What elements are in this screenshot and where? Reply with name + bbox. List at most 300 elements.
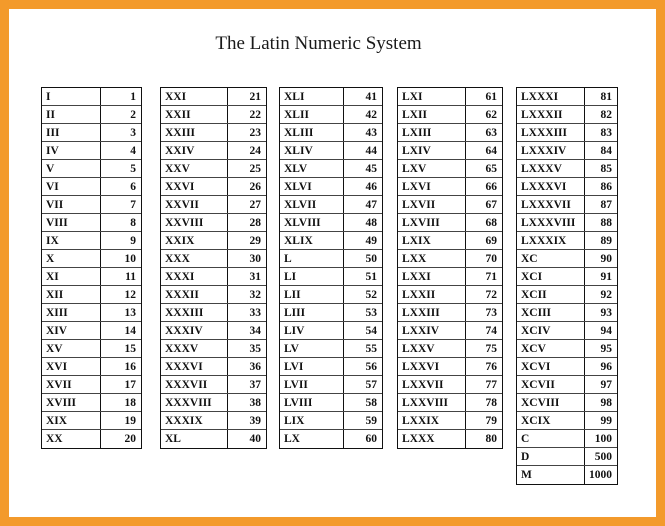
arabic-number-cell: 8 bbox=[130, 216, 136, 229]
arabic-number-cell: 69 bbox=[485, 234, 497, 247]
table-row bbox=[398, 106, 502, 124]
table-row bbox=[161, 160, 266, 178]
roman-numeral-cell: XCVII bbox=[517, 376, 585, 393]
table-row bbox=[280, 250, 382, 268]
roman-numeral-cell: LXI bbox=[398, 88, 466, 105]
table-row bbox=[517, 88, 617, 106]
roman-numeral-cell: XC bbox=[517, 250, 585, 267]
numeral-table-4 bbox=[397, 87, 503, 449]
table-row bbox=[42, 214, 141, 232]
roman-numeral-cell: LXII bbox=[398, 106, 466, 123]
arabic-number-cell: 19 bbox=[124, 414, 136, 427]
table-row bbox=[161, 376, 266, 394]
roman-numeral-cell: XII bbox=[42, 286, 101, 303]
roman-numeral-cell: D bbox=[517, 448, 585, 465]
arabic-number-cell: 97 bbox=[600, 378, 612, 391]
table-row bbox=[517, 196, 617, 214]
table-row bbox=[161, 214, 266, 232]
table-row bbox=[161, 322, 266, 340]
roman-numeral-cell: XXIV bbox=[161, 142, 228, 159]
arabic-number-cell: 66 bbox=[485, 180, 497, 193]
table-row bbox=[517, 160, 617, 178]
table-row bbox=[161, 304, 266, 322]
table-row bbox=[398, 250, 502, 268]
roman-numeral-cell: XXII bbox=[161, 106, 228, 123]
table-row bbox=[161, 178, 266, 196]
table-row bbox=[398, 160, 502, 178]
arabic-number-cell: 75 bbox=[485, 342, 497, 355]
arabic-number-cell: 10 bbox=[124, 252, 136, 265]
roman-numeral-cell: XXVII bbox=[161, 196, 228, 213]
table-row bbox=[42, 412, 141, 430]
arabic-number-cell: 54 bbox=[365, 324, 377, 337]
arabic-number-cell: 59 bbox=[365, 414, 377, 427]
roman-numeral-cell: XCVI bbox=[517, 358, 585, 375]
arabic-number-cell: 51 bbox=[365, 270, 377, 283]
arabic-number-cell: 24 bbox=[249, 144, 261, 157]
table-row bbox=[398, 214, 502, 232]
arabic-number-cell: 85 bbox=[600, 162, 612, 175]
arabic-number-cell: 1000 bbox=[589, 469, 612, 481]
arabic-number-cell: 23 bbox=[249, 126, 261, 139]
arabic-number-cell: 48 bbox=[365, 216, 377, 229]
table-row bbox=[42, 304, 141, 322]
arabic-number-cell: 86 bbox=[600, 180, 612, 193]
arabic-number-cell: 83 bbox=[600, 126, 612, 139]
roman-numeral-cell: C bbox=[517, 430, 585, 447]
arabic-number-cell: 92 bbox=[600, 288, 612, 301]
roman-numeral-cell: LXXX bbox=[398, 430, 466, 448]
arabic-number-cell: 96 bbox=[600, 360, 612, 373]
table-row bbox=[161, 340, 266, 358]
arabic-number-cell: 73 bbox=[485, 306, 497, 319]
table-row bbox=[398, 286, 502, 304]
arabic-number-cell: 46 bbox=[365, 180, 377, 193]
arabic-number-cell: 9 bbox=[130, 234, 136, 247]
arabic-number-cell: 84 bbox=[600, 144, 612, 157]
numeral-table-2 bbox=[160, 87, 267, 449]
arabic-number-cell: 77 bbox=[485, 378, 497, 391]
table-row bbox=[517, 268, 617, 286]
table-row bbox=[42, 430, 141, 448]
table-row bbox=[398, 322, 502, 340]
table-row bbox=[161, 250, 266, 268]
table-row bbox=[42, 394, 141, 412]
table-row bbox=[517, 430, 617, 448]
roman-numeral-cell: XXXVI bbox=[161, 358, 228, 375]
roman-numeral-cell: LXXXIX bbox=[517, 232, 585, 249]
roman-numeral-cell: XCIX bbox=[517, 412, 585, 429]
arabic-number-cell: 95 bbox=[600, 342, 612, 355]
arabic-number-cell: 4 bbox=[130, 144, 136, 157]
table-row bbox=[42, 340, 141, 358]
numeral-table-3 bbox=[279, 87, 383, 449]
table-row bbox=[161, 124, 266, 142]
roman-numeral-cell: LXV bbox=[398, 160, 466, 177]
roman-numeral-cell: IX bbox=[42, 232, 101, 249]
table-row bbox=[398, 88, 502, 106]
roman-numeral-cell: II bbox=[42, 106, 101, 123]
arabic-number-cell: 21 bbox=[249, 90, 261, 103]
roman-numeral-cell: LIV bbox=[280, 322, 344, 339]
table-row bbox=[161, 412, 266, 430]
numeral-chart-sheet bbox=[9, 9, 656, 517]
table-row bbox=[517, 358, 617, 376]
table-row bbox=[398, 232, 502, 250]
table-row bbox=[517, 466, 617, 484]
table-row bbox=[42, 178, 141, 196]
table-row bbox=[42, 232, 141, 250]
table-row bbox=[161, 268, 266, 286]
roman-numeral-cell: XXXII bbox=[161, 286, 228, 303]
arabic-number-cell: 58 bbox=[365, 396, 377, 409]
arabic-number-cell: 64 bbox=[485, 144, 497, 157]
table-row bbox=[42, 142, 141, 160]
arabic-number-cell: 43 bbox=[365, 126, 377, 139]
roman-numeral-cell: XXIII bbox=[161, 124, 228, 141]
table-row bbox=[280, 268, 382, 286]
roman-numeral-cell: LIII bbox=[280, 304, 344, 321]
arabic-number-cell: 16 bbox=[124, 360, 136, 373]
roman-numeral-cell: M bbox=[517, 466, 585, 484]
arabic-number-cell: 500 bbox=[594, 450, 612, 463]
arabic-number-cell: 1 bbox=[130, 90, 136, 103]
arabic-number-cell: 57 bbox=[365, 378, 377, 391]
arabic-number-cell: 78 bbox=[485, 396, 497, 409]
table-row bbox=[398, 376, 502, 394]
arabic-number-cell: 5 bbox=[130, 162, 136, 175]
arabic-number-cell: 52 bbox=[365, 288, 377, 301]
arabic-number-cell: 15 bbox=[124, 342, 136, 355]
arabic-number-cell: 71 bbox=[485, 270, 497, 283]
roman-numeral-cell: LXXIV bbox=[398, 322, 466, 339]
arabic-number-cell: 31 bbox=[249, 270, 261, 283]
table-row bbox=[280, 124, 382, 142]
table-row bbox=[280, 160, 382, 178]
arabic-number-cell: 68 bbox=[485, 216, 497, 229]
roman-numeral-cell: LXXXVII bbox=[517, 196, 585, 213]
arabic-number-cell: 14 bbox=[124, 324, 136, 337]
table-row bbox=[161, 88, 266, 106]
roman-numeral-cell: LXXII bbox=[398, 286, 466, 303]
table-row bbox=[398, 412, 502, 430]
roman-numeral-cell: LX bbox=[280, 430, 344, 448]
roman-numeral-cell: LXIII bbox=[398, 124, 466, 141]
arabic-number-cell: 61 bbox=[485, 90, 497, 103]
roman-numeral-cell: XIII bbox=[42, 304, 101, 321]
table-row bbox=[42, 160, 141, 178]
roman-numeral-cell: XXV bbox=[161, 160, 228, 177]
arabic-number-cell: 72 bbox=[485, 288, 497, 301]
arabic-number-cell: 62 bbox=[485, 108, 497, 121]
roman-numeral-cell: L bbox=[280, 250, 344, 267]
roman-numeral-cell: VI bbox=[42, 178, 101, 195]
arabic-number-cell: 20 bbox=[124, 433, 136, 445]
arabic-number-cell: 6 bbox=[130, 180, 136, 193]
roman-numeral-cell: LXXXIV bbox=[517, 142, 585, 159]
roman-numeral-cell: V bbox=[42, 160, 101, 177]
table-row bbox=[517, 340, 617, 358]
roman-numeral-cell: XXXV bbox=[161, 340, 228, 357]
roman-numeral-cell: LXXXIII bbox=[517, 124, 585, 141]
arabic-number-cell: 56 bbox=[365, 360, 377, 373]
table-row bbox=[42, 250, 141, 268]
table-row bbox=[280, 178, 382, 196]
roman-numeral-cell: XVIII bbox=[42, 394, 101, 411]
table-row bbox=[517, 286, 617, 304]
arabic-number-cell: 44 bbox=[365, 144, 377, 157]
table-row bbox=[161, 142, 266, 160]
roman-numeral-cell: XCVIII bbox=[517, 394, 585, 411]
roman-numeral-cell: LXXXV bbox=[517, 160, 585, 177]
roman-numeral-cell: LXVIII bbox=[398, 214, 466, 231]
arabic-number-cell: 94 bbox=[600, 324, 612, 337]
title-text: The Latin Numeric System bbox=[215, 33, 422, 54]
arabic-number-cell: 74 bbox=[485, 324, 497, 337]
arabic-number-cell: 39 bbox=[249, 414, 261, 427]
table-row bbox=[161, 196, 266, 214]
arabic-number-cell: 41 bbox=[365, 90, 377, 103]
roman-numeral-cell: XCII bbox=[517, 286, 585, 303]
table-row bbox=[280, 394, 382, 412]
table-row bbox=[42, 268, 141, 286]
roman-numeral-cell: XXXVIII bbox=[161, 394, 228, 411]
roman-numeral-cell: XIV bbox=[42, 322, 101, 339]
roman-numeral-cell: XXVIII bbox=[161, 214, 228, 231]
table-row bbox=[517, 124, 617, 142]
roman-numeral-cell: XI bbox=[42, 268, 101, 285]
roman-numeral-cell: XLIX bbox=[280, 232, 344, 249]
arabic-number-cell: 76 bbox=[485, 360, 497, 373]
table-row bbox=[161, 286, 266, 304]
roman-numeral-cell: LXXXI bbox=[517, 88, 585, 105]
table-row bbox=[517, 322, 617, 340]
roman-numeral-cell: XIX bbox=[42, 412, 101, 429]
arabic-number-cell: 26 bbox=[249, 180, 261, 193]
roman-numeral-cell: LXXVII bbox=[398, 376, 466, 393]
roman-numeral-cell: LI bbox=[280, 268, 344, 285]
roman-numeral-cell: LXIX bbox=[398, 232, 466, 249]
roman-numeral-cell: XVI bbox=[42, 358, 101, 375]
roman-numeral-cell: LXVII bbox=[398, 196, 466, 213]
table-row bbox=[398, 142, 502, 160]
roman-numeral-cell: XLVII bbox=[280, 196, 344, 213]
table-row bbox=[280, 376, 382, 394]
roman-numeral-cell: VIII bbox=[42, 214, 101, 231]
roman-numeral-cell: XLVIII bbox=[280, 214, 344, 231]
table-row bbox=[398, 358, 502, 376]
arabic-number-cell: 13 bbox=[124, 306, 136, 319]
roman-numeral-cell: LXXXVI bbox=[517, 178, 585, 195]
arabic-number-cell: 35 bbox=[249, 342, 261, 355]
arabic-number-cell: 11 bbox=[125, 270, 136, 283]
arabic-number-cell: 70 bbox=[485, 252, 497, 265]
roman-numeral-cell: LXXV bbox=[398, 340, 466, 357]
table-row bbox=[42, 106, 141, 124]
arabic-number-cell: 49 bbox=[365, 234, 377, 247]
roman-numeral-cell: LXVI bbox=[398, 178, 466, 195]
table-row bbox=[280, 214, 382, 232]
table-row bbox=[398, 196, 502, 214]
arabic-number-cell: 34 bbox=[249, 324, 261, 337]
roman-numeral-cell: LVI bbox=[280, 358, 344, 375]
arabic-number-cell: 17 bbox=[124, 378, 136, 391]
arabic-number-cell: 67 bbox=[485, 198, 497, 211]
table-row bbox=[517, 412, 617, 430]
arabic-number-cell: 37 bbox=[249, 378, 261, 391]
table-row bbox=[517, 214, 617, 232]
table-row bbox=[42, 376, 141, 394]
table-row bbox=[280, 88, 382, 106]
arabic-number-cell: 32 bbox=[249, 288, 261, 301]
arabic-number-cell: 47 bbox=[365, 198, 377, 211]
arabic-number-cell: 25 bbox=[249, 162, 261, 175]
table-row bbox=[517, 394, 617, 412]
roman-numeral-cell: XXVI bbox=[161, 178, 228, 195]
table-row bbox=[398, 124, 502, 142]
table-row bbox=[398, 268, 502, 286]
arabic-number-cell: 89 bbox=[600, 234, 612, 247]
table-row bbox=[42, 286, 141, 304]
arabic-number-cell: 88 bbox=[600, 216, 612, 229]
roman-numeral-cell: LXIV bbox=[398, 142, 466, 159]
roman-numeral-cell: LXXIX bbox=[398, 412, 466, 429]
roman-numeral-cell: LIX bbox=[280, 412, 344, 429]
page-title bbox=[9, 33, 656, 55]
table-row bbox=[517, 232, 617, 250]
arabic-number-cell: 63 bbox=[485, 126, 497, 139]
table-row bbox=[280, 304, 382, 322]
roman-numeral-cell: XL bbox=[161, 430, 228, 448]
table-row bbox=[517, 448, 617, 466]
roman-numeral-cell: LII bbox=[280, 286, 344, 303]
table-row bbox=[280, 142, 382, 160]
table-row bbox=[161, 106, 266, 124]
numeral-table-5 bbox=[516, 87, 618, 485]
arabic-number-cell: 29 bbox=[249, 234, 261, 247]
arabic-number-cell: 87 bbox=[600, 198, 612, 211]
arabic-number-cell: 3 bbox=[130, 126, 136, 139]
arabic-number-cell: 40 bbox=[249, 433, 261, 445]
arabic-number-cell: 45 bbox=[365, 162, 377, 175]
roman-numeral-cell: XXXI bbox=[161, 268, 228, 285]
arabic-number-cell: 53 bbox=[365, 306, 377, 319]
roman-numeral-cell: IV bbox=[42, 142, 101, 159]
arabic-number-cell: 36 bbox=[249, 360, 261, 373]
table-row bbox=[517, 178, 617, 196]
roman-numeral-cell: XCI bbox=[517, 268, 585, 285]
roman-numeral-cell: XVII bbox=[42, 376, 101, 393]
roman-numeral-cell: XXI bbox=[161, 88, 228, 105]
table-row bbox=[398, 394, 502, 412]
table-row bbox=[280, 286, 382, 304]
roman-numeral-cell: LVII bbox=[280, 376, 344, 393]
table-row bbox=[161, 358, 266, 376]
table-row bbox=[517, 250, 617, 268]
arabic-number-cell: 33 bbox=[249, 306, 261, 319]
table-row bbox=[280, 430, 382, 448]
table-row bbox=[280, 106, 382, 124]
arabic-number-cell: 80 bbox=[485, 433, 497, 445]
arabic-number-cell: 12 bbox=[124, 288, 136, 301]
arabic-number-cell: 60 bbox=[365, 433, 377, 445]
roman-numeral-cell: XXIX bbox=[161, 232, 228, 249]
roman-numeral-cell: XLVI bbox=[280, 178, 344, 195]
roman-numeral-cell: XCIV bbox=[517, 322, 585, 339]
roman-numeral-cell: XXX bbox=[161, 250, 228, 267]
roman-numeral-cell: XLV bbox=[280, 160, 344, 177]
arabic-number-cell: 27 bbox=[249, 198, 261, 211]
roman-numeral-cell: LV bbox=[280, 340, 344, 357]
arabic-number-cell: 98 bbox=[600, 396, 612, 409]
arabic-number-cell: 50 bbox=[365, 252, 377, 265]
arabic-number-cell: 81 bbox=[600, 90, 612, 103]
arabic-number-cell: 7 bbox=[130, 198, 136, 211]
table-row bbox=[280, 340, 382, 358]
table-row bbox=[517, 376, 617, 394]
roman-numeral-cell: XXXIX bbox=[161, 412, 228, 429]
arabic-number-cell: 18 bbox=[124, 396, 136, 409]
table-row bbox=[280, 232, 382, 250]
roman-numeral-cell: XLIV bbox=[280, 142, 344, 159]
table-row bbox=[42, 88, 141, 106]
table-row bbox=[161, 430, 266, 448]
arabic-number-cell: 93 bbox=[600, 306, 612, 319]
arabic-number-cell: 2 bbox=[130, 108, 136, 121]
roman-numeral-cell: XV bbox=[42, 340, 101, 357]
arabic-number-cell: 42 bbox=[365, 108, 377, 121]
table-row bbox=[517, 142, 617, 160]
table-row bbox=[42, 358, 141, 376]
roman-numeral-cell: XCIII bbox=[517, 304, 585, 321]
arabic-number-cell: 100 bbox=[594, 432, 612, 445]
table-row bbox=[161, 394, 266, 412]
arabic-number-cell: 90 bbox=[600, 252, 612, 265]
roman-numeral-cell: XX bbox=[42, 430, 101, 448]
numeral-table-1 bbox=[41, 87, 142, 449]
table-row bbox=[280, 322, 382, 340]
arabic-number-cell: 91 bbox=[600, 270, 612, 283]
table-row bbox=[42, 124, 141, 142]
table-row bbox=[280, 196, 382, 214]
arabic-number-cell: 22 bbox=[249, 108, 261, 121]
roman-numeral-cell: LXXVI bbox=[398, 358, 466, 375]
roman-numeral-cell: XXXVII bbox=[161, 376, 228, 393]
roman-numeral-cell: XLI bbox=[280, 88, 344, 105]
arabic-number-cell: 79 bbox=[485, 414, 497, 427]
roman-numeral-cell: XLII bbox=[280, 106, 344, 123]
arabic-number-cell: 99 bbox=[600, 414, 612, 427]
table-row bbox=[42, 322, 141, 340]
roman-numeral-cell: XLIII bbox=[280, 124, 344, 141]
arabic-number-cell: 55 bbox=[365, 342, 377, 355]
table-row bbox=[517, 304, 617, 322]
roman-numeral-cell: XXXIV bbox=[161, 322, 228, 339]
roman-numeral-cell: XCV bbox=[517, 340, 585, 357]
roman-numeral-cell: LXXVIII bbox=[398, 394, 466, 411]
table-row bbox=[42, 196, 141, 214]
arabic-number-cell: 82 bbox=[600, 108, 612, 121]
roman-numeral-cell: LXXIII bbox=[398, 304, 466, 321]
roman-numeral-cell: LVIII bbox=[280, 394, 344, 411]
roman-numeral-cell: X bbox=[42, 250, 101, 267]
roman-numeral-cell: LXXXVIII bbox=[517, 214, 585, 231]
table-row bbox=[161, 232, 266, 250]
table-row bbox=[398, 178, 502, 196]
roman-numeral-cell: III bbox=[42, 124, 101, 141]
table-row bbox=[398, 340, 502, 358]
roman-numeral-cell: XXXIII bbox=[161, 304, 228, 321]
